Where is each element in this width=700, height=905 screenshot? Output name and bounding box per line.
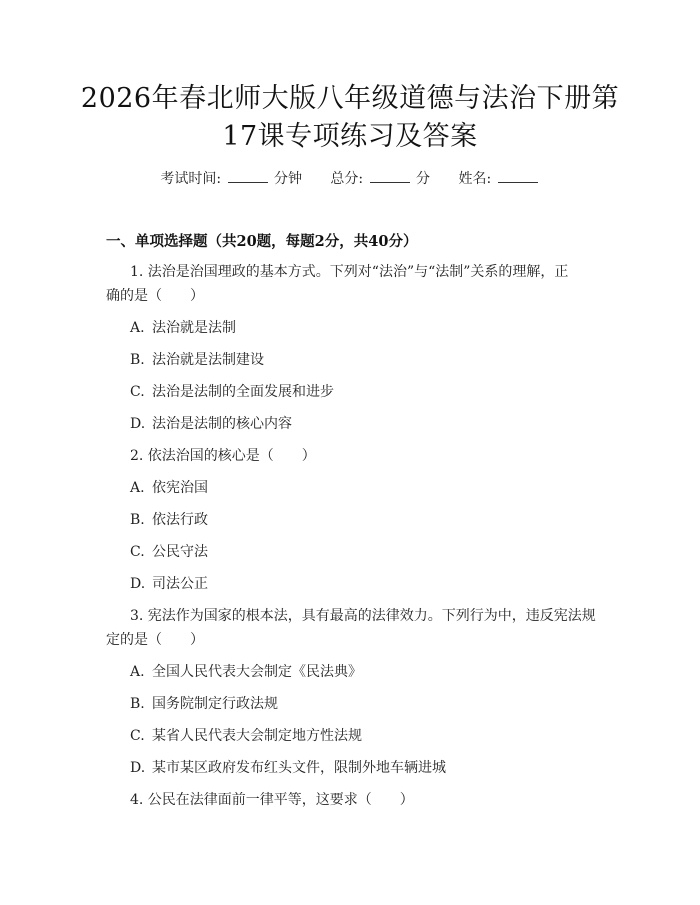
total-score-unit: 分 <box>416 171 431 187</box>
option-letter: A. <box>130 480 145 496</box>
page-title <box>60 80 640 156</box>
option-2a <box>106 476 596 500</box>
option-text: 全国人民代表大会制定《民法典》 <box>152 664 362 680</box>
option-3d <box>106 756 596 780</box>
option-letter: C. <box>130 384 145 400</box>
option-text: 公民守法 <box>152 544 208 560</box>
option-1b <box>106 348 596 372</box>
option-text: 依宪治国 <box>152 480 208 496</box>
option-text: 法治就是法制建设 <box>152 352 264 368</box>
exam-time <box>160 168 302 188</box>
total-score-blank <box>370 170 410 183</box>
option-2d <box>106 572 596 596</box>
title-line-1: 2026年春北师大版八年级道德与法治下册第 <box>80 83 620 114</box>
exam-time-unit: 分钟 <box>273 171 302 187</box>
exam-time-blank <box>228 170 268 183</box>
option-2c <box>106 540 596 564</box>
option-3a <box>106 660 596 684</box>
question-stem-2 <box>106 444 596 468</box>
option-letter: B. <box>130 352 145 368</box>
question-stem-3-line-1: 3. 宪法作为国家的根本法，具有最高的法律效力。下列行为中，违反宪法规 <box>130 608 596 624</box>
question-stem-2-line-1: 2. 依法治国的核心是（ ） <box>130 448 316 464</box>
section-heading: 一、单项选择题（共20题，每题2分，共40分） <box>106 233 418 250</box>
option-1d <box>106 412 596 436</box>
question-stem-1-line-2: 确的是（ ） <box>106 288 204 304</box>
option-2b <box>106 508 596 532</box>
option-letter: B. <box>130 512 145 528</box>
option-1c <box>106 380 596 404</box>
title-line-2: 17课专项练习及答案 <box>222 121 478 152</box>
question-stem-3 <box>106 604 596 652</box>
question-stem-4-line-1: 4. 公民在法律面前一律平等，这要求（ ） <box>130 792 414 808</box>
student-name <box>458 168 539 188</box>
option-text: 某省人民代表大会制定地方性法规 <box>152 728 362 744</box>
option-3c <box>106 724 596 748</box>
option-letter: A. <box>130 320 145 336</box>
student-name-blank <box>498 170 538 183</box>
question-stem-4 <box>106 788 596 812</box>
option-1a <box>106 316 596 340</box>
option-letter: C. <box>130 728 145 744</box>
option-letter: D. <box>130 416 146 432</box>
option-letter: C. <box>130 544 145 560</box>
option-text: 法治就是法制 <box>152 320 236 336</box>
option-text: 法治是法制的全面发展和进步 <box>152 384 334 400</box>
question-stem-1 <box>106 260 596 308</box>
total-score <box>330 168 430 188</box>
question-list <box>106 260 596 820</box>
option-text: 司法公正 <box>152 576 208 592</box>
option-letter: D. <box>130 760 146 776</box>
question-stem-3-line-2: 定的是（ ） <box>106 632 204 648</box>
exam-meta <box>0 168 700 188</box>
student-name-label: 姓名: <box>458 171 492 187</box>
option-3b <box>106 692 596 716</box>
exam-time-label: 考试时间: <box>160 171 222 187</box>
option-text: 依法行政 <box>152 512 208 528</box>
option-text: 国务院制定行政法规 <box>152 696 278 712</box>
option-letter: B. <box>130 696 145 712</box>
option-text: 法治是法制的核心内容 <box>152 416 292 432</box>
option-letter: D. <box>130 576 146 592</box>
option-text: 某市某区政府发布红头文件，限制外地车辆进城 <box>152 760 446 776</box>
total-score-label: 总分: <box>330 171 364 187</box>
question-stem-1-line-1: 1. 法治是治国理政的基本方式。下列对“法治”与“法制”关系的理解，正 <box>130 264 569 280</box>
option-letter: A. <box>130 664 145 680</box>
